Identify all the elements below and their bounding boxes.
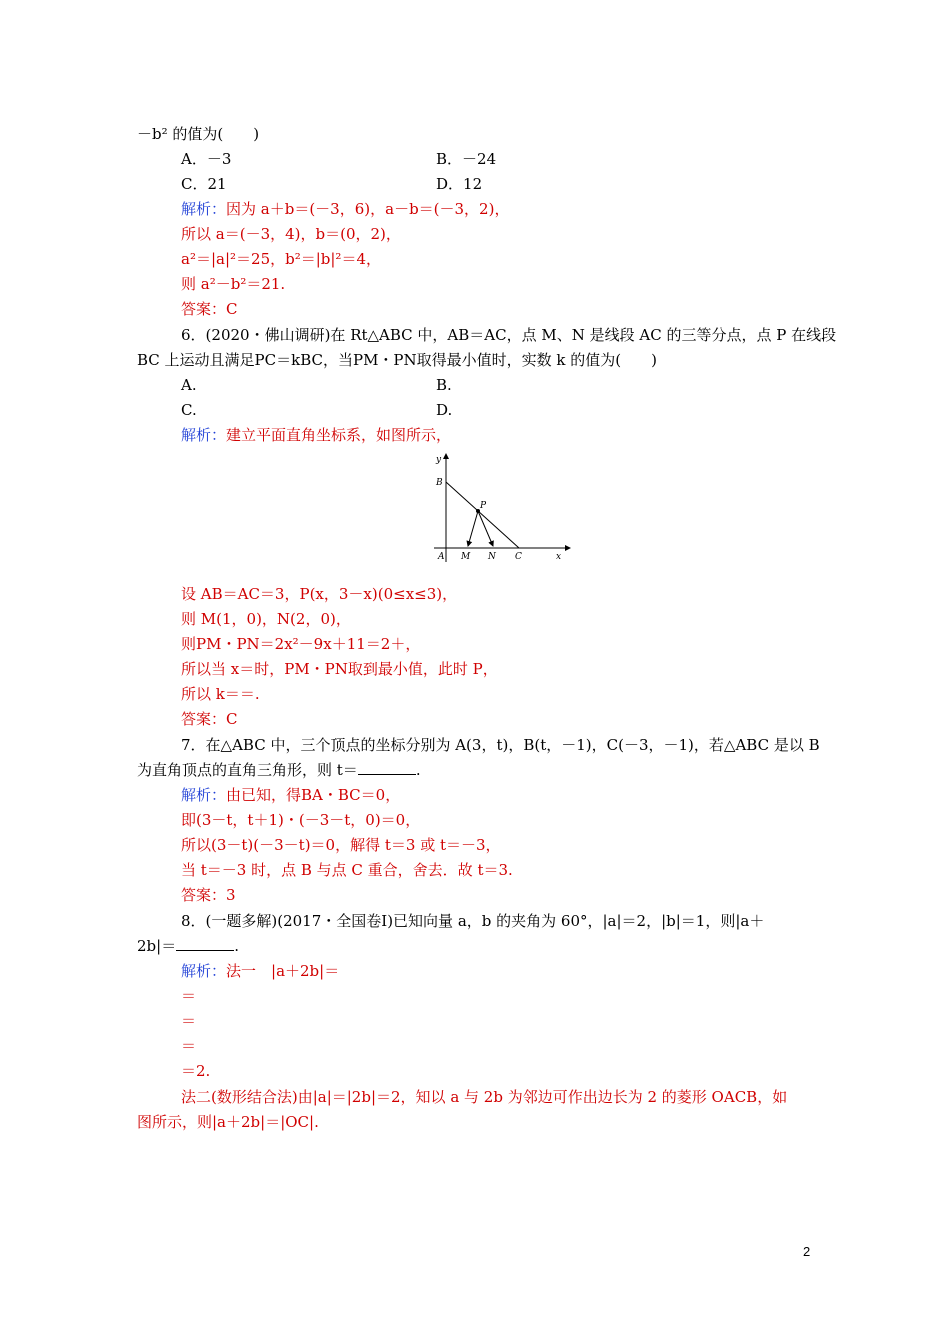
q7-solution-text-1: 由已知，得BA・BC＝0， <box>226 786 401 804</box>
q5-option-b: B．－24 <box>436 150 497 168</box>
segment-bc <box>446 482 519 548</box>
q7-stem-end: . <box>415 761 421 779</box>
q8-solution-line-1 <box>181 961 339 981</box>
q5-option-c: C．21 <box>181 175 227 193</box>
vector-pn <box>478 511 493 546</box>
q6-solution-intro <box>181 425 451 445</box>
coordinate-figure <box>424 452 574 566</box>
label-x: x <box>556 552 562 562</box>
q8-eq-line-2: ＝ <box>181 1012 197 1030</box>
q7-solution-line-4: 当 t＝－3 时，点 B 与点 C 重合，舍去．故 t＝3. <box>181 861 513 879</box>
q5-solution-line-1 <box>181 199 509 219</box>
q8-eq-line-4: ＝2. <box>181 1062 211 1080</box>
q7-stem-text: 为直角顶点的直角三角形，则 t＝ <box>137 761 358 779</box>
q8-method-2-line-1: 法二(数形结合法)由|a|＝|2b|＝2，知以 a 与 2b 为邻边可作出边长为 2 的菱形 OACB，如 <box>181 1088 788 1106</box>
q6-option-d: D. <box>436 401 453 419</box>
solution-label: 解析： <box>181 786 227 804</box>
q6-stem-line-2: BC 上运动且满足PC＝kBC，当PM・PN取得最小值时，实数 k 的值为( ) <box>137 351 657 369</box>
q6-stem-line-1: 6．(2020・佛山调研)在 Rt△ABC 中，AB＝AC，点 M、N 是线段 AC 的三等分点，点 P 在线段 <box>181 326 837 344</box>
q8-stem-line-1: 8．(一题多解)(2017・全国卷Ⅰ)已知向量 a，b 的夹角为 60°，|a|＝2，|b|＝1，则|a＋ <box>181 912 765 930</box>
q7-stem-line-2 <box>137 760 421 780</box>
q6-option-a: A. <box>181 376 197 394</box>
label-c: C <box>515 552 522 562</box>
q6-solution-line-5: 所以 k＝＝. <box>181 685 260 703</box>
q8-eq-line-3: ＝ <box>181 1037 197 1055</box>
q5-solution-line-2: 所以 a＝(－3，4)，b＝(0，2)， <box>181 225 401 243</box>
q5-option-a: A．－3 <box>181 150 232 168</box>
q8-method-2-line-2: 图所示，则|a＋2b|＝|OC|. <box>137 1113 319 1131</box>
q8-eq-line-1: ＝ <box>181 987 197 1005</box>
q6-solution-line-2: 则 M(1，0)，N(2，0)， <box>181 610 351 628</box>
q6-solution-line-4: 所以当 x＝时，PM・PN取到最小值，此时 P， <box>181 660 498 678</box>
q5-answer: 答案：C <box>181 300 238 318</box>
q5-solution-line-4: 则 a²－b²＝21. <box>181 275 286 293</box>
q6-solution-line-3: 则PM・PN＝2x²－9x＋11＝2＋， <box>181 635 421 653</box>
answer-blank <box>358 760 416 775</box>
label-b: B <box>436 478 443 488</box>
q6-option-b: B. <box>436 376 452 394</box>
q6-answer: 答案：C <box>181 710 238 728</box>
q5-solution-text-1: 因为 a＋b＝(－3，6)，a－b＝(－3，2)， <box>226 200 510 218</box>
q7-solution-line-2: 即(3－t，t＋1)・(－3－t，0)＝0， <box>181 811 421 829</box>
q8-stem-text: 2b|＝ <box>137 937 177 955</box>
q8-method-1: 法一 |a＋2b|＝ <box>226 962 340 980</box>
label-m: M <box>461 552 471 562</box>
q7-stem-line-1: 7．在△ABC 中，三个顶点的坐标分别为 A(3，t)，B(t，－1)，C(－3，－1)，若△ABC 是以 B <box>181 736 820 754</box>
q7-answer: 答案：3 <box>181 886 236 904</box>
q5-stem-tail: －b² 的值为( ) <box>137 125 260 143</box>
label-n: N <box>488 552 496 562</box>
q6-option-c: C. <box>181 401 197 419</box>
answer-blank <box>176 936 234 951</box>
solution-label: 解析： <box>181 200 227 218</box>
vector-pm <box>468 511 478 546</box>
q7-solution-line-3: 所以(3－t)(－3－t)＝0，解得 t＝3 或 t＝－3， <box>181 836 501 854</box>
q7-solution-line-1 <box>181 785 400 805</box>
q6-solution-intro-text: 建立平面直角坐标系，如图所示， <box>226 426 452 444</box>
label-p: P <box>480 501 487 511</box>
q8-stem-line-2 <box>137 936 239 956</box>
page-number: 2 <box>803 1244 811 1259</box>
q8-stem-end: . <box>234 937 239 955</box>
q5-option-d: D．12 <box>436 175 483 193</box>
solution-label: 解析： <box>181 962 227 980</box>
solution-label: 解析： <box>181 426 227 444</box>
q6-solution-line-1: 设 AB＝AC＝3，P(x，3－x)(0≤x≤3)， <box>181 585 458 603</box>
q5-solution-line-3: a²＝|a|²＝25，b²＝|b|²＝4， <box>181 250 381 268</box>
label-a: A <box>438 552 445 562</box>
label-y: y <box>436 455 442 465</box>
